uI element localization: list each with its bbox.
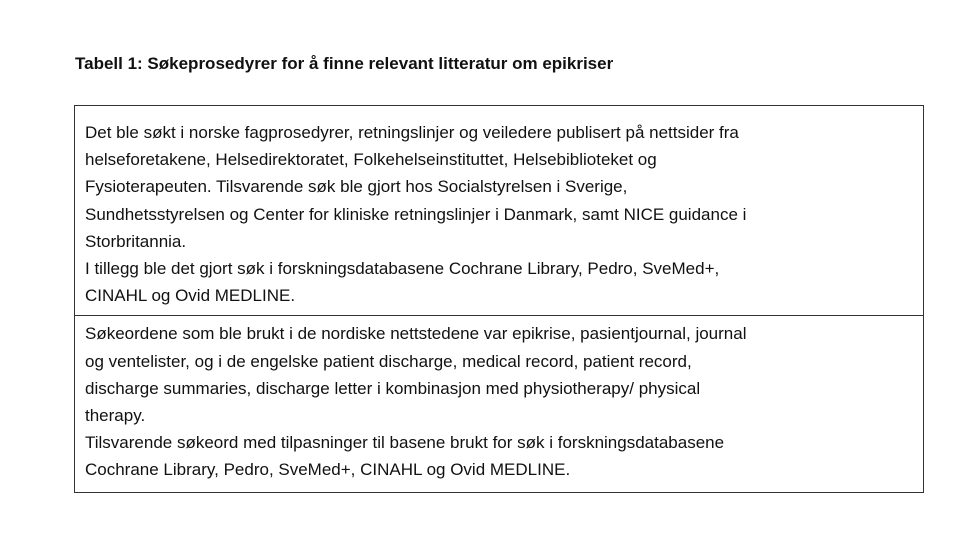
cell-text-line: Storbritannia. <box>85 231 187 251</box>
table-title: Tabell 1: Søkeprosedyrer for å finne relevant litteratur om epikriser <box>75 54 614 73</box>
search-procedures-table <box>74 105 924 493</box>
cell-text-line: Cochrane Library, Pedro, SveMed+, CINAHL og Ovid MEDLINE. <box>85 460 571 480</box>
cell-text-line: og ventelister, og i de engelske patient discharge, medical record, patient record, <box>85 351 692 371</box>
cell-text-line: CINAHL og Ovid MEDLINE. <box>85 286 296 306</box>
cell-text-line: Det ble søkt i norske fagprosedyrer, retningslinjer og veiledere publisert på nettsider fra <box>85 123 739 142</box>
cell-text-line: Tilsvarende søkeord med tilpasninger til basene brukt for søk i forskningsdatabasene <box>85 433 725 453</box>
cell-text-line: Sundhetsstyrelsen og Center for kliniske retningslinjer i Danmark, samt NICE guidance i <box>85 204 747 224</box>
cell-text-line: Søkeordene som ble brukt i de nordiske nettstedene var epikrise, pasientjournal, journal <box>85 324 747 344</box>
cell-text-line: therapy. <box>85 406 146 426</box>
table-cell-sources <box>75 106 923 315</box>
table-cell-search-terms <box>75 315 923 491</box>
cell-text-line: Fysioterapeuten. Tilsvarende søk ble gjort hos Socialstyrelsen i Sverige, <box>85 177 628 197</box>
cell-text-line: discharge summaries, discharge letter i kombinasjon med physiotherapy/ physical <box>85 378 701 398</box>
cell-text-line: helseforetakene, Helsedirektoratet, Folkehelseinstituttet, Helsebiblioteket og <box>85 150 657 170</box>
cell-text-line: I tillegg ble det gjort søk i forskningsdatabasene Cochrane Library, Pedro, SveMed+, <box>85 259 720 279</box>
